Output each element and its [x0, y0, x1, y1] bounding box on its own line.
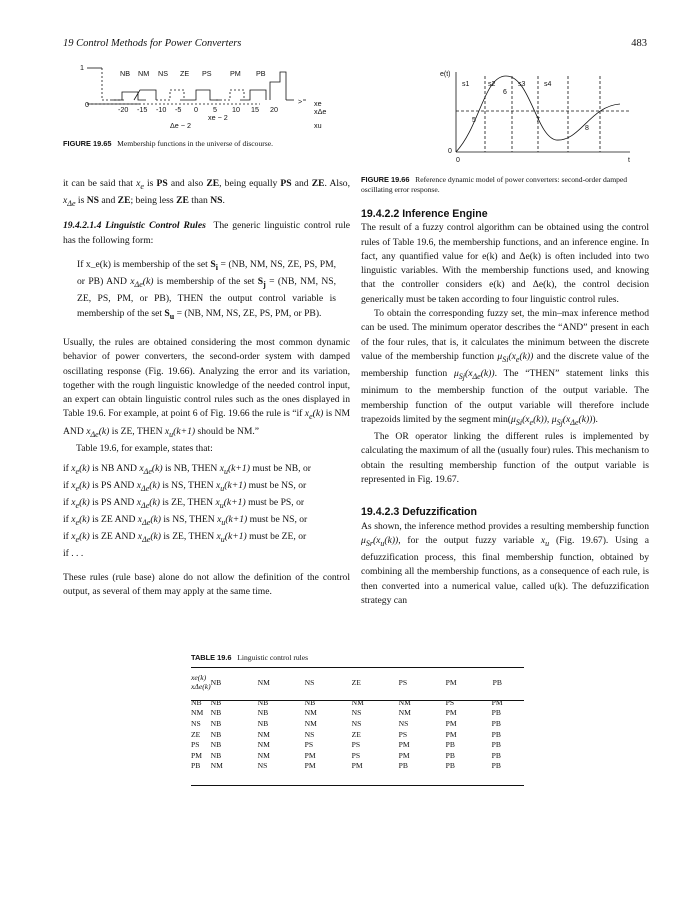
table-cell: PS [398, 729, 408, 739]
rule-item: if $x_e(k)$ is PS AND $x_{\Delta e}(k)$ is ZE, THEN $x_u(k+1)$ must be PS, or [63, 497, 305, 510]
table-cell: NM [210, 761, 223, 771]
table-column-header: NB [210, 677, 222, 687]
heading-defuzzification: 19.4.2.3 Defuzzification [361, 506, 477, 519]
table-cell: NB [257, 697, 269, 707]
table-cell: PM [445, 718, 457, 728]
fig65-set-label: PM [230, 69, 241, 78]
table-cell: PS [304, 740, 314, 750]
table-header-row [191, 673, 533, 691]
table-cell: NM [304, 708, 317, 718]
fig65-set-label: NM [138, 69, 150, 78]
fig65-axis-xe: xe [314, 99, 322, 108]
table-column-header: PS [398, 677, 408, 687]
table-row-header: NS [191, 718, 201, 728]
rule-item: if $x_e(k)$ is ZE AND $x_{\Delta e}(k)$ is NS, THEN $x_u(k+1)$ must be NS, or [63, 514, 308, 527]
figure-19-65 [80, 60, 350, 138]
fig66-xorigin: 0 [456, 157, 460, 164]
table-cell: PB [445, 750, 455, 760]
table-row-header: NM [191, 708, 204, 718]
table-cell: NB [210, 718, 222, 728]
fig66-point-5: 5 [472, 117, 476, 124]
table-cell: NS [304, 729, 315, 739]
table-cell: NM [398, 697, 411, 707]
left-para-3: Table 19.6, for example, states that: [76, 442, 213, 454]
fig66-seg-s1: s1 [462, 81, 470, 88]
table-column-header: PM [445, 677, 457, 687]
left-para-4: These rules (rule base) alone do not allow the definition of the control output, as several of them may apply at the same time. [63, 572, 350, 598]
fig65-ticks [118, 105, 278, 114]
table-cell: NB [257, 708, 269, 718]
fig66-point-6: 6 [503, 89, 507, 96]
table-cell: NS [257, 761, 268, 771]
rule-item: if $x_e(k)$ is NB AND $x_{\Delta e}(k)$ is NB, THEN $x_u(k+1)$ must be NB, or [63, 463, 311, 476]
table-row-header: PM [191, 750, 202, 760]
ie-para-2: To obtain the corresponding fuzzy set, the min–max inference method can be used. The minimum operator describes the “AND” present in each of the four rules, that is, it calculates the minimum between the discrete value of the membership function $\mu_{Si}(x_e(k))$ and the discrete value of the membership function $\mu_{Sj}(x_{\Delta e}(k))$. The “THEN” statement links this minimum to the membership function of the output variable. The membership function of the output variable will therefore include trapezoids limited by the segment $\min(\mu_{Si}(x_e(k))$, $\mu_{Sj}(x_{\Delta e}(k))$). [361, 308, 650, 427]
table-cell: PM [398, 750, 410, 760]
table-cell: PB [491, 729, 501, 739]
table-row-header: ZE [191, 729, 201, 739]
fig65-set-label: PB [256, 69, 266, 78]
ie-para-1: The result of a fuzzy control algorithm can be obtained using the control rules of Table 19.6, the membership functions, and an inference engine. In fact, any quantified value for e(k) and Δe(k) is often included into two linguistic variables. With the membership functions used, and knowing that the controller considers e(k) and Δe(k), the control decision generically must be taken according to four linguistic control rules. [361, 222, 649, 305]
fig65-tick-label: 10 [232, 105, 240, 114]
table-cell: ZE [351, 729, 361, 739]
rule-ellipsis: if . . . [63, 548, 84, 560]
table-cell: PB [491, 740, 501, 750]
fig65-axis-xu: xu [314, 121, 322, 130]
table-cell: PB [445, 761, 455, 771]
fig66-point-7: 7 [536, 117, 540, 124]
page-number: 483 [631, 38, 647, 49]
svg-text:>: > [298, 97, 303, 106]
table-cell: PM [491, 697, 503, 707]
table-cell: NB [210, 750, 222, 760]
table-row [191, 718, 533, 729]
table-cell: PM [351, 761, 363, 771]
table-row-header: PB [191, 761, 201, 771]
rule-item: if $x_e(k)$ is PS AND $x_{\Delta e}(k)$ is NS, THEN $x_u(k+1)$ must be NS, or [63, 480, 307, 493]
table-column-header: ZE [351, 677, 361, 687]
table-cell: PM [304, 750, 316, 760]
ie-para-3: The OR operator linking the different rules is implemented by calculating the maximum of all the (usually four) rules. This mechanism to obtain the resulting membership function of the output variable is represented in Fig. 19.67. [361, 431, 649, 486]
table-column-header: NM [257, 677, 270, 687]
fig66-seg-s4: s4 [544, 81, 552, 88]
fig65-tick-label: 0 [194, 105, 198, 114]
table-cell: PM [304, 761, 316, 771]
table-cell: PS [351, 740, 361, 750]
table-cell: NM [398, 708, 411, 718]
fig65-set-label: NS [158, 69, 168, 78]
left-para-2: Usually, the rules are obtained considering the most common dynamic behavior of power converters, the second-order system with damped oscillating response (Fig. 19.66). Analyzing the error and its variation, together with the rough linguistic knowledge of the needed control input, an expert can obtain linguistic control rules such as the ones displayed in Table 19.6. For example, at point 6 of Fig. 19.66 the rule is “if $x_e(k)$ is NM AND $x_{\Delta e}(k)$ is ZE, THEN $x_u(k+1)$ should be NM.” [63, 336, 350, 439]
table-cell: NB [257, 718, 269, 728]
table-row-header: NB [191, 697, 202, 707]
running-title: 19 Control Methods for Power Converters [63, 38, 242, 49]
table-cell: NM [351, 697, 364, 707]
heading-inference-engine: 19.4.2.2 Inference Engine [361, 208, 488, 220]
table-cell: NM [304, 718, 317, 728]
table-cell: NB [210, 708, 222, 718]
fig65-tick-label: -5 [175, 105, 182, 114]
table-cell: PB [491, 750, 501, 760]
table-cell: NB [210, 697, 222, 707]
def-para-1: As shown, the inference method provides a resulting membership function $\mu_{Sr}(x_u(k))$, for the output fuzzy variable $x_u$ (Fig. 19.67). Using a defuzzification process, this final membership function, obtained by combining all the membership functions, as a consequence of each rule, is then converted into a numerical value, called u(k). The defuzzification strategy can [361, 520, 650, 607]
fig65-zero-marker: 0 [85, 100, 89, 109]
fig65-axis-xde: xΔe [314, 107, 327, 116]
fig65-set-label: PS [202, 69, 212, 78]
table-cell: NS [351, 718, 362, 728]
table-row [191, 729, 533, 740]
table-top-rule [191, 667, 524, 668]
table-cell: PS [445, 697, 455, 707]
rule-list [63, 462, 350, 547]
table-cell: PM [445, 708, 457, 718]
table-cell: NS [398, 718, 409, 728]
fig65-set-label: NB [120, 69, 130, 78]
table-row [191, 697, 533, 708]
fig66-zero: 0 [448, 148, 452, 155]
generic-rule: If x_e(k) is membership of the set $S_i = (NB$, NM, NS, ZE, PS, PM, or PB) AND $x_{\Delta e}(k)$ is membership of the set $S_j = (NB$, NM, NS, ZE, PS, PM, or PB), THEN the output control variable is membership of the set $S_u = (NB$, NM, NS, ZE, PS, PM, or PB). [77, 259, 337, 321]
linguistic-rules-table [191, 673, 533, 771]
left-para-1: it can be said that $x_e$ is PS and also ZE, being equally PS and ZE. Also, $x_{\Delta e}$ is NS and ZE; being less ZE than NS. [63, 178, 351, 209]
right-column [361, 207, 649, 608]
table-cell: PM [445, 729, 457, 739]
fig66-ylabel: e(t) [440, 71, 451, 78]
table-cell: PB [445, 740, 455, 750]
fig65-xe-label: xe − 2 [208, 113, 228, 122]
table-row [191, 708, 533, 719]
fig65-top-labels [120, 69, 266, 78]
table-column-header: PB [492, 677, 502, 687]
table-cell: NM [257, 729, 270, 739]
table-bottom-rule [191, 785, 524, 786]
table-cell: NS [351, 708, 362, 718]
table-corner: xe(k) xΔe(k) [191, 673, 211, 691]
fig65-set-label: ZE [180, 69, 190, 78]
table-cell: NM [257, 750, 270, 760]
table-cell: PM [398, 740, 410, 750]
table-cell: PB [398, 761, 408, 771]
table-cell: PS [351, 750, 361, 760]
fig66-xlabel: t [628, 157, 630, 164]
table-cell: NB [304, 697, 316, 707]
fig65-tick-label: -15 [137, 105, 148, 114]
table-cell: NB [210, 729, 222, 739]
fig66-point-8: 8 [585, 125, 589, 132]
fig65-tick-label: 15 [251, 105, 259, 114]
table-header-rule [191, 700, 524, 701]
table-row [191, 750, 533, 761]
table-cell: PB [491, 708, 501, 718]
table-row-header: PS [191, 740, 200, 750]
table-row [191, 761, 533, 772]
table-cell: NB [210, 740, 222, 750]
table-cell: PB [491, 761, 501, 771]
fig65-tick-label: 5 [213, 105, 217, 114]
fig66-seg-s3: s3 [518, 81, 526, 88]
table-cell: NM [257, 740, 270, 750]
figure-19-66-caption: FIGURE 19.66 Reference dynamic model of power converters: second-order damped oscillating error response. [361, 175, 628, 194]
fig65-tick-label: -10 [156, 105, 167, 114]
left-column [63, 177, 350, 600]
table-column-header: NS [304, 677, 315, 687]
fig65-tick-label: -20 [118, 105, 129, 114]
figure-19-66 [440, 66, 650, 166]
left-para-rules-heading: 19.4.2.1.4 Linguistic Control Rules The generic linguistic control rule has the following form: [63, 220, 350, 246]
table-cell: PB [491, 718, 501, 728]
fig65-left-marker: 1 [80, 63, 84, 72]
table-caption: TABLE 19.6 Linguistic control rules [191, 653, 309, 662]
fig65-delta-label: Δe − 2 [170, 121, 191, 130]
rule-item: if $x_e(k)$ is ZE AND $x_{\Delta e}(k)$ is ZE, THEN $x_u(k+1)$ must be ZE, or [63, 531, 307, 544]
fig65-tick-label: 20 [270, 105, 278, 114]
table-row [191, 739, 533, 750]
figure-19-65-caption: FIGURE 19.65 Membership functions in the universe of discourse. [63, 139, 274, 148]
fig66-seg-s2: s2 [488, 81, 496, 88]
